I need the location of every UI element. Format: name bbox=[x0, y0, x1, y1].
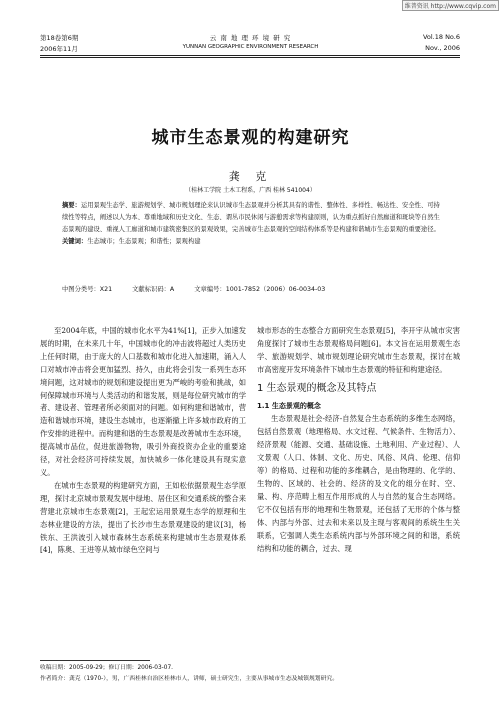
paper-title: 城市生态景观的构建研究 bbox=[151, 128, 350, 148]
keywords-label: 关键词： bbox=[62, 238, 88, 245]
article-number: 文章编号：1001-7852（2006）06-0034-03 bbox=[194, 286, 326, 293]
footnotes bbox=[40, 663, 460, 685]
author-bio: 作者简介：龚克（1970-），男，广西桂林自治区桂林市人，讲师，硕士研究生，主要从事城市生态及城镇规划研究。 bbox=[40, 676, 338, 682]
section-heading: 1 生态景观的概念及其特点 bbox=[257, 382, 377, 394]
header-rule-thin bbox=[40, 57, 460, 58]
received-date: 收稿日期：2005-09-29；修订日期：2006-03-07. bbox=[40, 665, 173, 671]
clc-number: 中图分类号：X21 bbox=[62, 286, 113, 293]
body-left-column bbox=[40, 325, 246, 557]
header-volume: 第18卷第6期 bbox=[40, 34, 79, 42]
header-volume-en: Vol.18 No.6 bbox=[422, 33, 460, 41]
abstract-label: 摘要： bbox=[62, 202, 81, 209]
document-code: 文献标识码：A bbox=[132, 286, 175, 293]
journal-name-cn: 云 南 地 理 环 境 研 究 bbox=[209, 34, 292, 42]
affiliation: （桂林工学院 土木工程系，广西 桂林 541004） bbox=[185, 187, 316, 194]
abstract-text: 运用景观生态学、旅游规划学、城市规划理论来认识城市生态景观并分析其具有的谐性、整体性、多样性、畅达性、安全性、可持续性等特点，阐述以人为本、尊重地域和历史文化、生态、谓丛市民休闲与游憩需求等构建原则，认为重点抓好自然廊道和斑块等自然生态景观的建设、重视人工廊道和城市建筑密集区的景观效果，完善城市生态景观的空间结构体系等是构建和谐城市生态景观的重要途径。 bbox=[62, 202, 440, 233]
paragraph: 生态景观是社会-经济-自然复合生态系统的多维生态网络，包括自然景观（地理格局、水文过程、气候条件、生物活力）、经济景观（能源、交通、基础设施、土地利用、产业过程）、人文景观（人口、体制、文化、历史、风俗、风尚、伦理、信仰等）的格局、过程和功能的多维耦合，是由物理的、化学的、生物的、区域的、社会的、经济的及文化的组分在时、空、量、构、序范畴上相互作用形成的人与自然的复合生态网络。它不仅包括有形的地理和生物景观，还包括了无形的个体与整体、内部与外部、过去和未来以及主现与客观间的系统生生关联系，它强调人类生态系统内部与外部环境之间的和谐，系统结构和功能的耦合，过去、现 bbox=[257, 414, 460, 553]
paragraph: 至2004年底，中国的城市化水平为41%[1]，正步入加速发展的时期，在未来几十年，中国城市化的冲击波将超过人类历史上任何时期，由于庞大的人口基数和城市化进入加速期，涌入人口对城市冲击将会更加猛烈、持久，由此将会引发一系列生态环境问题，这对城市的规划和建设提出更为严峻的考验和挑战，如何保障城市环境与人类活动的和谐发展，则是每位研究城市的学者、建设者、管理者所必须面对的问题。如何构建和谐城市，营造和谐城市环境，建设生态城市，也逐渐撤上许多城市政府的工作安排的进程中。而构建和谐的生态景观是改善城市生态环境，提高城市品位，促进旅游物物，吸引外商投资办企业的重要途径，对社会经济可持续发展，加快城乡一体化建设具有现实意义。 bbox=[40, 326, 246, 477]
author-name: 龚 克 bbox=[228, 170, 273, 183]
header-rule bbox=[40, 55, 460, 56]
paragraph: 城市形态的生态整合方面研究生态景观[5]，李开宇从城市灾害角度探讨了城市生态景观格局问题[6]。本文旨在运用景观生态学、旅游规划学、城市规划理论研究城市生态景观，探讨在城市高密度开发环境条件下城市生态景观的特征和构建途径。 bbox=[257, 326, 460, 374]
footnote-rule bbox=[40, 660, 150, 661]
header-date: 2006年11月 bbox=[40, 45, 78, 53]
keywords-text: 生态城市；生态景观；和谐性；景观构建 bbox=[87, 238, 201, 245]
subsection-heading: 1.1 生态景观的概念 bbox=[257, 401, 321, 410]
journal-name-en: YUNNAN GEOGRAPHIC ENVIRONMENT RESEARCH bbox=[182, 44, 319, 50]
header-date-en: Nov., 2006 bbox=[425, 44, 460, 52]
abstract bbox=[62, 200, 440, 248]
paragraph: 在城市生态景观的构建研究方面，王如松依据景观生态学原理，探讨北京城市景观发展中绿地、居住区和交通系统的整合来营建北京城市生态景观[2]，王起宏运用景观生态学的原理和生态林业建设的方法，提出了长沙市生态景观建设的建议[3]，杨铁东、王洪波引入城市森林生态系统来构建城市生态景观体系[4]，陈奥、王进等从城市绿色空间与 bbox=[40, 480, 246, 555]
body-right-column bbox=[257, 325, 460, 555]
watermark: 维普资讯 http://www.cqvip.com bbox=[402, 0, 499, 11]
classification-line bbox=[62, 284, 343, 293]
